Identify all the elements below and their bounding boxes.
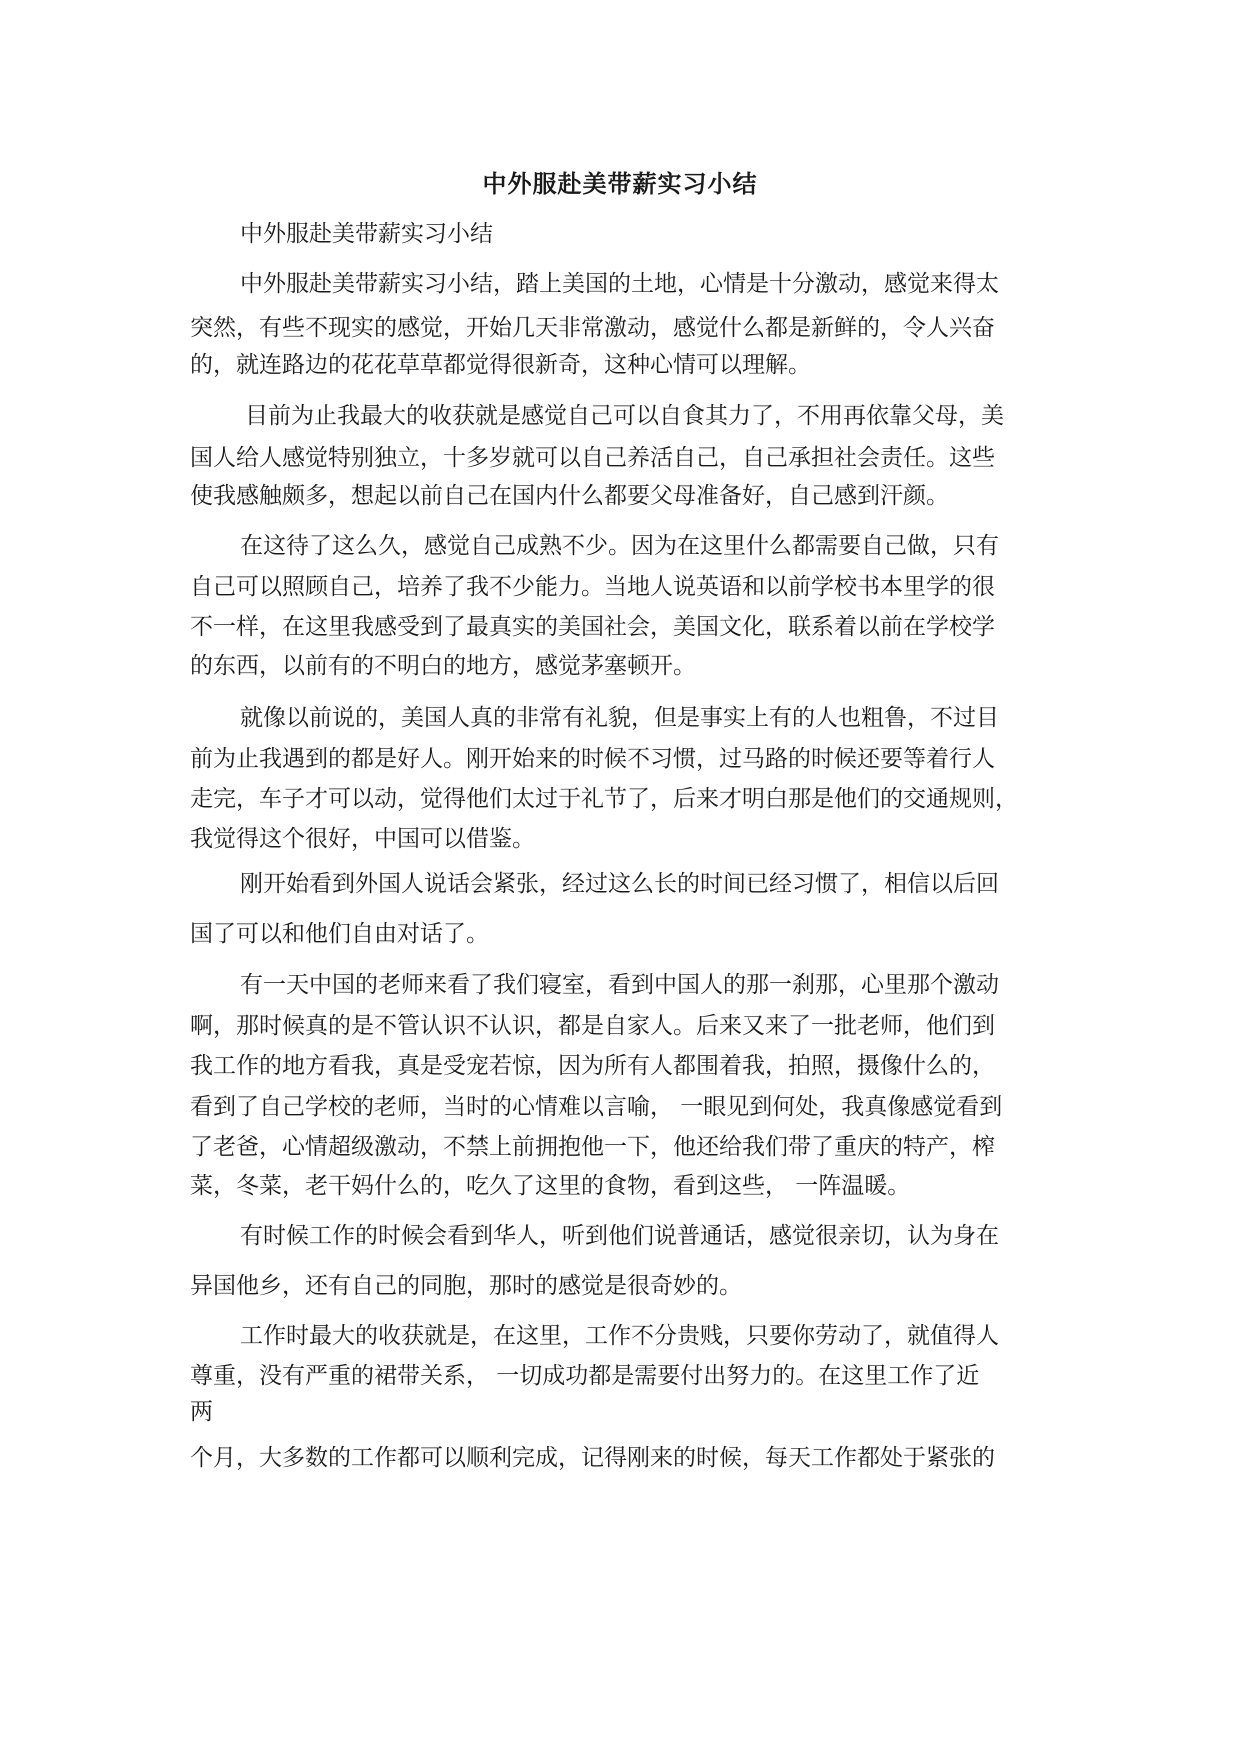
text-line: 目前为止我最大的收获就是感觉自己可以自食其力了，不用再依靠父母，美: [245, 403, 1004, 429]
text-line: 突然，有些不现实的感觉，开始几天非常激动，感觉什么都是新鲜的，令人兴奋: [190, 315, 995, 341]
text-line: 刚开始看到外国人说话会紧张，经过这么长的时间已经习惯了，相信以后回: [240, 871, 999, 897]
text-line: 的东西，以前有的不明白的地方，感觉茅塞顿开。: [190, 653, 696, 679]
text-line: 有时候工作的时候会看到华人，听到他们说普通话，感觉很亲切，认为身在: [240, 1223, 999, 1249]
document-title: 中外服赴美带薪实习小结: [482, 169, 758, 198]
text-line: 自己可以照顾自己，培养了我不少能力。当地人说英语和以前学校书本里学的很: [190, 574, 995, 600]
text-line: 国了可以和他们自由对话了。: [190, 921, 489, 947]
text-line: 国人给人感觉特别独立，十多岁就可以自己养活自己，自己承担社会责任。这些: [190, 445, 995, 471]
text-line: 异国他乡，还有自己的同胞，那时的感觉是很奇妙的。: [190, 1273, 742, 1299]
text-line: 的，就连路边的花花草草都觉得很新奇，这种心情可以理解。: [190, 352, 811, 378]
text-line: 两: [190, 1399, 213, 1425]
text-line: 有一天中国的老师来看了我们寝室，看到中国人的那一刹那，心里那个激动: [240, 972, 999, 998]
text-line: 工作时最大的收获就是，在这里，工作不分贵贱，只要你劳动了，就值得人: [240, 1323, 999, 1349]
text-line: 菜，冬菜，老干妈什么的，吃久了这里的食物，看到这些， 一阵温暖。: [190, 1173, 911, 1199]
text-line: 中外服赴美带薪实习小结，踏上美国的土地，心情是十分激动，感觉来得太: [240, 271, 999, 297]
text-line: 就像以前说的，美国人真的非常有礼貌，但是事实上有的人也粗鲁，不过目: [240, 705, 999, 731]
text-line: 了老爸，心情超级激动，不禁上前拥抱他一下，他还给我们带了重庆的特产，榨: [190, 1134, 995, 1160]
text-line: 使我感触颇多，想起以前自己在国内什么都要父母准备好，自己感到汗颜。: [190, 483, 949, 509]
document-subtitle: 中外服赴美带薪实习小结: [240, 221, 493, 247]
text-line: 我觉得这个很好，中国可以借鉴。: [190, 826, 535, 852]
text-line: 我工作的地方看我，真是受宠若惊，因为所有人都围着我，拍照，摄像什么的，: [190, 1053, 995, 1079]
text-line: 啊，那时候真的是不管认识不认识，都是自家人。后来又来了一批老师，他们到: [190, 1013, 995, 1039]
text-line: 不一样，在这里我感受到了最真实的美国社会，美国文化，联系着以前在学校学: [190, 614, 995, 640]
text-line: 尊重，没有严重的裙带关系， 一切成功都是需要付出努力的。在这里工作了近: [190, 1363, 980, 1389]
text-line: 在这待了这么久，感觉自己成熟不少。因为在这里什么都需要自己做，只有: [240, 533, 999, 559]
text-line: 走完，车子才可以动，觉得他们太过于礼节了，后来才明白那是他们的交通规则，: [190, 786, 1018, 812]
text-line: 看到了自己学校的老师，当时的心情难以言喻， 一眼见到何处，我真像感觉看到: [190, 1094, 1003, 1120]
text-line: 前为止我遇到的都是好人。刚开始来的时候不习惯，过马路的时候还要等着行人: [190, 746, 995, 772]
text-line: 个月，大多数的工作都可以顺利完成，记得刚来的时候，每天工作都处于紧张的: [190, 1445, 995, 1471]
